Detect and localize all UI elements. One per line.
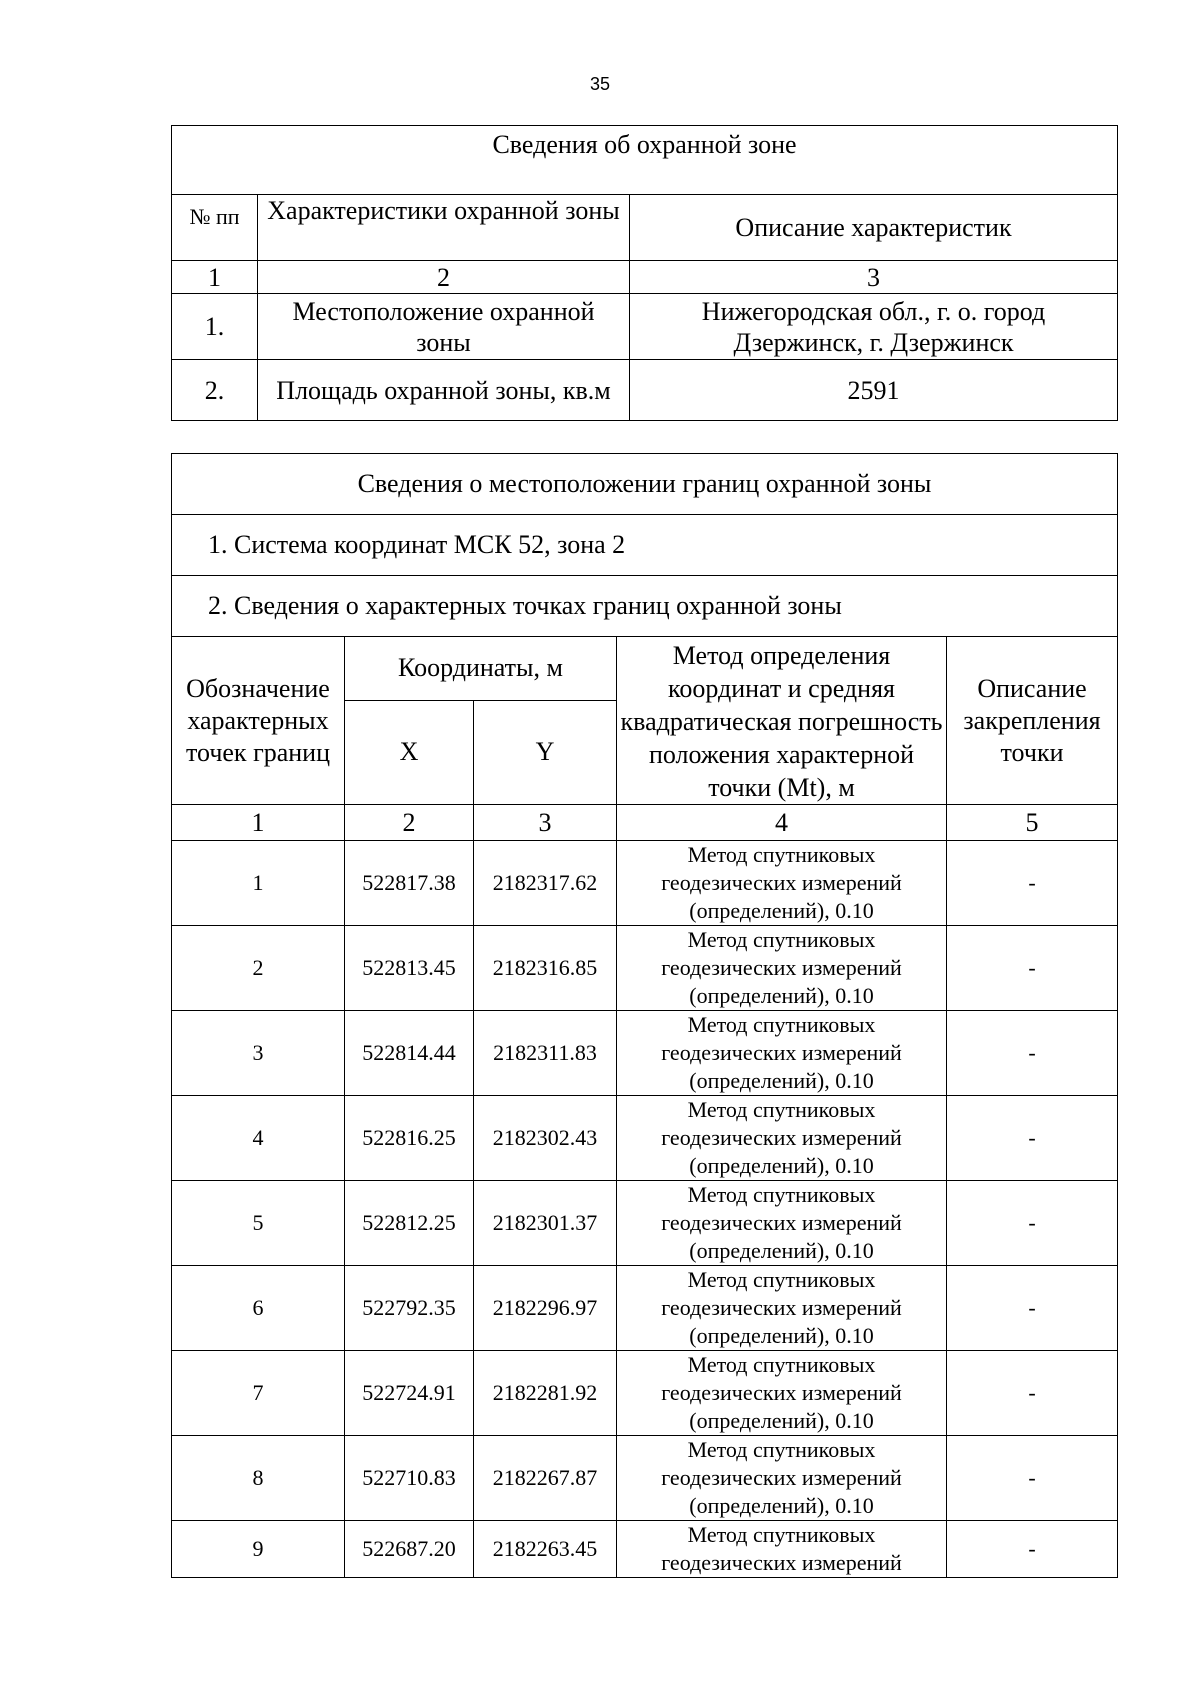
boundaries-table [171, 453, 1118, 1578]
points-heading-row [172, 576, 1118, 637]
colnum-2: 2 [345, 805, 474, 841]
table-row [172, 841, 1118, 926]
zone-info-title: Сведения об охранной зоне [172, 126, 1118, 195]
header-method: Метод определения координат и средняя квадратическая погрешность положения характерной точки (Mt), м [617, 637, 947, 805]
header-designation: Обозначение характерных точек границ [172, 637, 345, 805]
point-id: 7 [172, 1351, 345, 1436]
point-fixing: - [947, 1181, 1118, 1266]
point-x: 522817.38 [345, 841, 474, 926]
point-x: 522792.35 [345, 1266, 474, 1351]
row-description: 2591 [630, 360, 1118, 421]
point-y: 2182311.83 [474, 1011, 617, 1096]
points-heading: 2. Сведения о характерных точках границ охранной зоны [172, 576, 1118, 637]
point-id: 6 [172, 1266, 345, 1351]
point-fixing: - [947, 1351, 1118, 1436]
colnum-3: 3 [630, 261, 1118, 294]
header-description: Описание характеристик [630, 195, 1118, 261]
row-num: 2. [172, 360, 258, 421]
colnum-1: 1 [172, 261, 258, 294]
point-x: 522813.45 [345, 926, 474, 1011]
point-y: 2182317.62 [474, 841, 617, 926]
point-y: 2182296.97 [474, 1266, 617, 1351]
page-number: 35 [589, 74, 611, 94]
point-fixing: - [947, 1096, 1118, 1181]
point-id: 1 [172, 841, 345, 926]
table-row [172, 926, 1118, 1011]
colnum-5: 5 [947, 805, 1118, 841]
point-fixing: - [947, 1521, 1118, 1578]
point-method: Метод спутниковых геодезических измерений (определений), 0.10 [617, 926, 947, 1011]
point-method: Метод спутниковых геодезических измерений (определений), 0.10 [617, 1096, 947, 1181]
point-x: 522724.91 [345, 1351, 474, 1436]
point-fixing: - [947, 1266, 1118, 1351]
point-fixing: - [947, 926, 1118, 1011]
point-id: 8 [172, 1436, 345, 1521]
boundaries-title: Сведения о местоположении границ охранной зоны [172, 454, 1118, 515]
boundaries-header-row [172, 637, 1118, 701]
point-method: Метод спутниковых геодезических измерений (определений), 0.10 [617, 1351, 947, 1436]
point-id: 9 [172, 1521, 345, 1578]
table-row [172, 1351, 1118, 1436]
table-row [172, 1011, 1118, 1096]
table-row [172, 1521, 1118, 1578]
table-row [172, 360, 1118, 421]
header-x: X [345, 700, 474, 805]
point-fixing: - [947, 1436, 1118, 1521]
point-y: 2182281.92 [474, 1351, 617, 1436]
point-id: 3 [172, 1011, 345, 1096]
colnum-4: 4 [617, 805, 947, 841]
point-method: Метод спутниковых геодезических измерений [617, 1521, 947, 1578]
table-row [172, 1266, 1118, 1351]
zone-info-table [171, 125, 1118, 421]
colnum-3: 3 [474, 805, 617, 841]
table-row [172, 294, 1118, 360]
row-characteristic: Площадь охранной зоны, кв.м [258, 360, 630, 421]
point-id: 4 [172, 1096, 345, 1181]
row-description: Нижегородская обл., г. о. город Дзержинск, г. Дзержинск [630, 294, 1118, 360]
table-row [172, 1181, 1118, 1266]
point-fixing: - [947, 1011, 1118, 1096]
point-x: 522816.25 [345, 1096, 474, 1181]
point-x: 522687.20 [345, 1521, 474, 1578]
point-method: Метод спутниковых геодезических измерений (определений), 0.10 [617, 1181, 947, 1266]
point-y: 2182316.85 [474, 926, 617, 1011]
header-y: Y [474, 700, 617, 805]
point-y: 2182263.45 [474, 1521, 617, 1578]
point-x: 522812.25 [345, 1181, 474, 1266]
coord-system: 1. Система координат МСК 52, зона 2 [172, 515, 1118, 576]
table-row [172, 1096, 1118, 1181]
point-method: Метод спутниковых геодезических измерений (определений), 0.10 [617, 1011, 947, 1096]
point-y: 2182267.87 [474, 1436, 617, 1521]
zone-info-colnum-row [172, 261, 1118, 294]
header-num: № пп [172, 195, 258, 261]
point-method: Метод спутниковых геодезических измерений (определений), 0.10 [617, 1266, 947, 1351]
header-coordinates: Координаты, м [345, 637, 617, 701]
header-characteristic: Характеристики охранной зоны [258, 195, 630, 261]
boundaries-title-row [172, 454, 1118, 515]
zone-info-header-row [172, 195, 1118, 261]
table-row [172, 1436, 1118, 1521]
boundaries-colnum-row [172, 805, 1118, 841]
coord-system-row [172, 515, 1118, 576]
point-y: 2182302.43 [474, 1096, 617, 1181]
point-fixing: - [947, 841, 1118, 926]
row-num: 1. [172, 294, 258, 360]
colnum-2: 2 [258, 261, 630, 294]
point-method: Метод спутниковых геодезических измерений (определений), 0.10 [617, 841, 947, 926]
row-characteristic: Местоположение охранной зоны [258, 294, 630, 360]
header-fixing: Описание закрепления точки [947, 637, 1118, 805]
point-id: 5 [172, 1181, 345, 1266]
point-x: 522814.44 [345, 1011, 474, 1096]
colnum-1: 1 [172, 805, 345, 841]
point-id: 2 [172, 926, 345, 1011]
point-method: Метод спутниковых геодезических измерений (определений), 0.10 [617, 1436, 947, 1521]
zone-info-title-row [172, 126, 1118, 195]
point-x: 522710.83 [345, 1436, 474, 1521]
point-y: 2182301.37 [474, 1181, 617, 1266]
